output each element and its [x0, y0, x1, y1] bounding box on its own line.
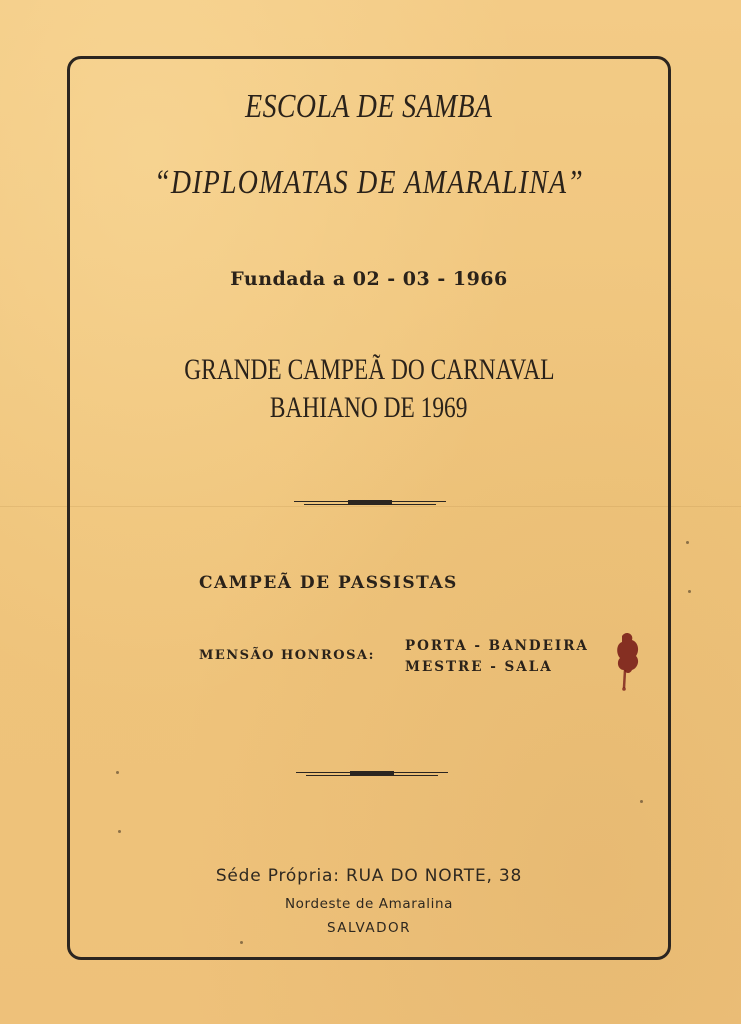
paper-speck — [640, 800, 643, 803]
founded-date-text: Fundada a 02 - 03 - 1966 — [230, 268, 508, 290]
paper-speck — [686, 541, 689, 544]
divider-center-bar — [348, 500, 392, 504]
paper-speck — [118, 830, 121, 833]
divider-center-bar — [350, 771, 394, 775]
divider-line — [304, 504, 436, 505]
founded-date — [67, 268, 671, 290]
ink-stain — [612, 630, 642, 692]
paper-speck — [688, 590, 691, 593]
school-name-text: “DIPLOMATAS DE AMARALINA” — [154, 164, 584, 201]
mention-mestre-sala: MESTRE - SALA — [405, 659, 553, 675]
paper-speck — [240, 941, 243, 944]
school-name — [67, 162, 671, 202]
paper-speck — [116, 771, 119, 774]
ornamental-divider-bottom — [296, 769, 448, 777]
divider-line — [306, 775, 438, 776]
passistas-award: CAMPEÃ DE PASSISTAS — [199, 573, 458, 593]
school-title — [67, 86, 671, 126]
city: SALVADOR — [326, 920, 412, 936]
school-title-text: ESCOLA DE SAMBA — [245, 88, 493, 125]
champion-line-1: GRANDE CAMPEÃ DO CARNAVAL — [183, 353, 555, 386]
honorable-mention-list — [405, 636, 589, 678]
neighborhood: Nordeste de Amaralina — [284, 896, 454, 912]
champion-line-2: BAHIANO DE 1969 — [270, 391, 468, 424]
champion-heading — [67, 351, 671, 427]
mention-porta-bandeira: PORTA - BANDEIRA — [405, 638, 589, 654]
headquarters-address: Séde Própria: RUA DO NORTE, 38 — [215, 866, 523, 886]
honorable-mention-label: MENSÃO HONROSA: — [199, 648, 375, 663]
ornamental-divider-top — [294, 498, 446, 506]
